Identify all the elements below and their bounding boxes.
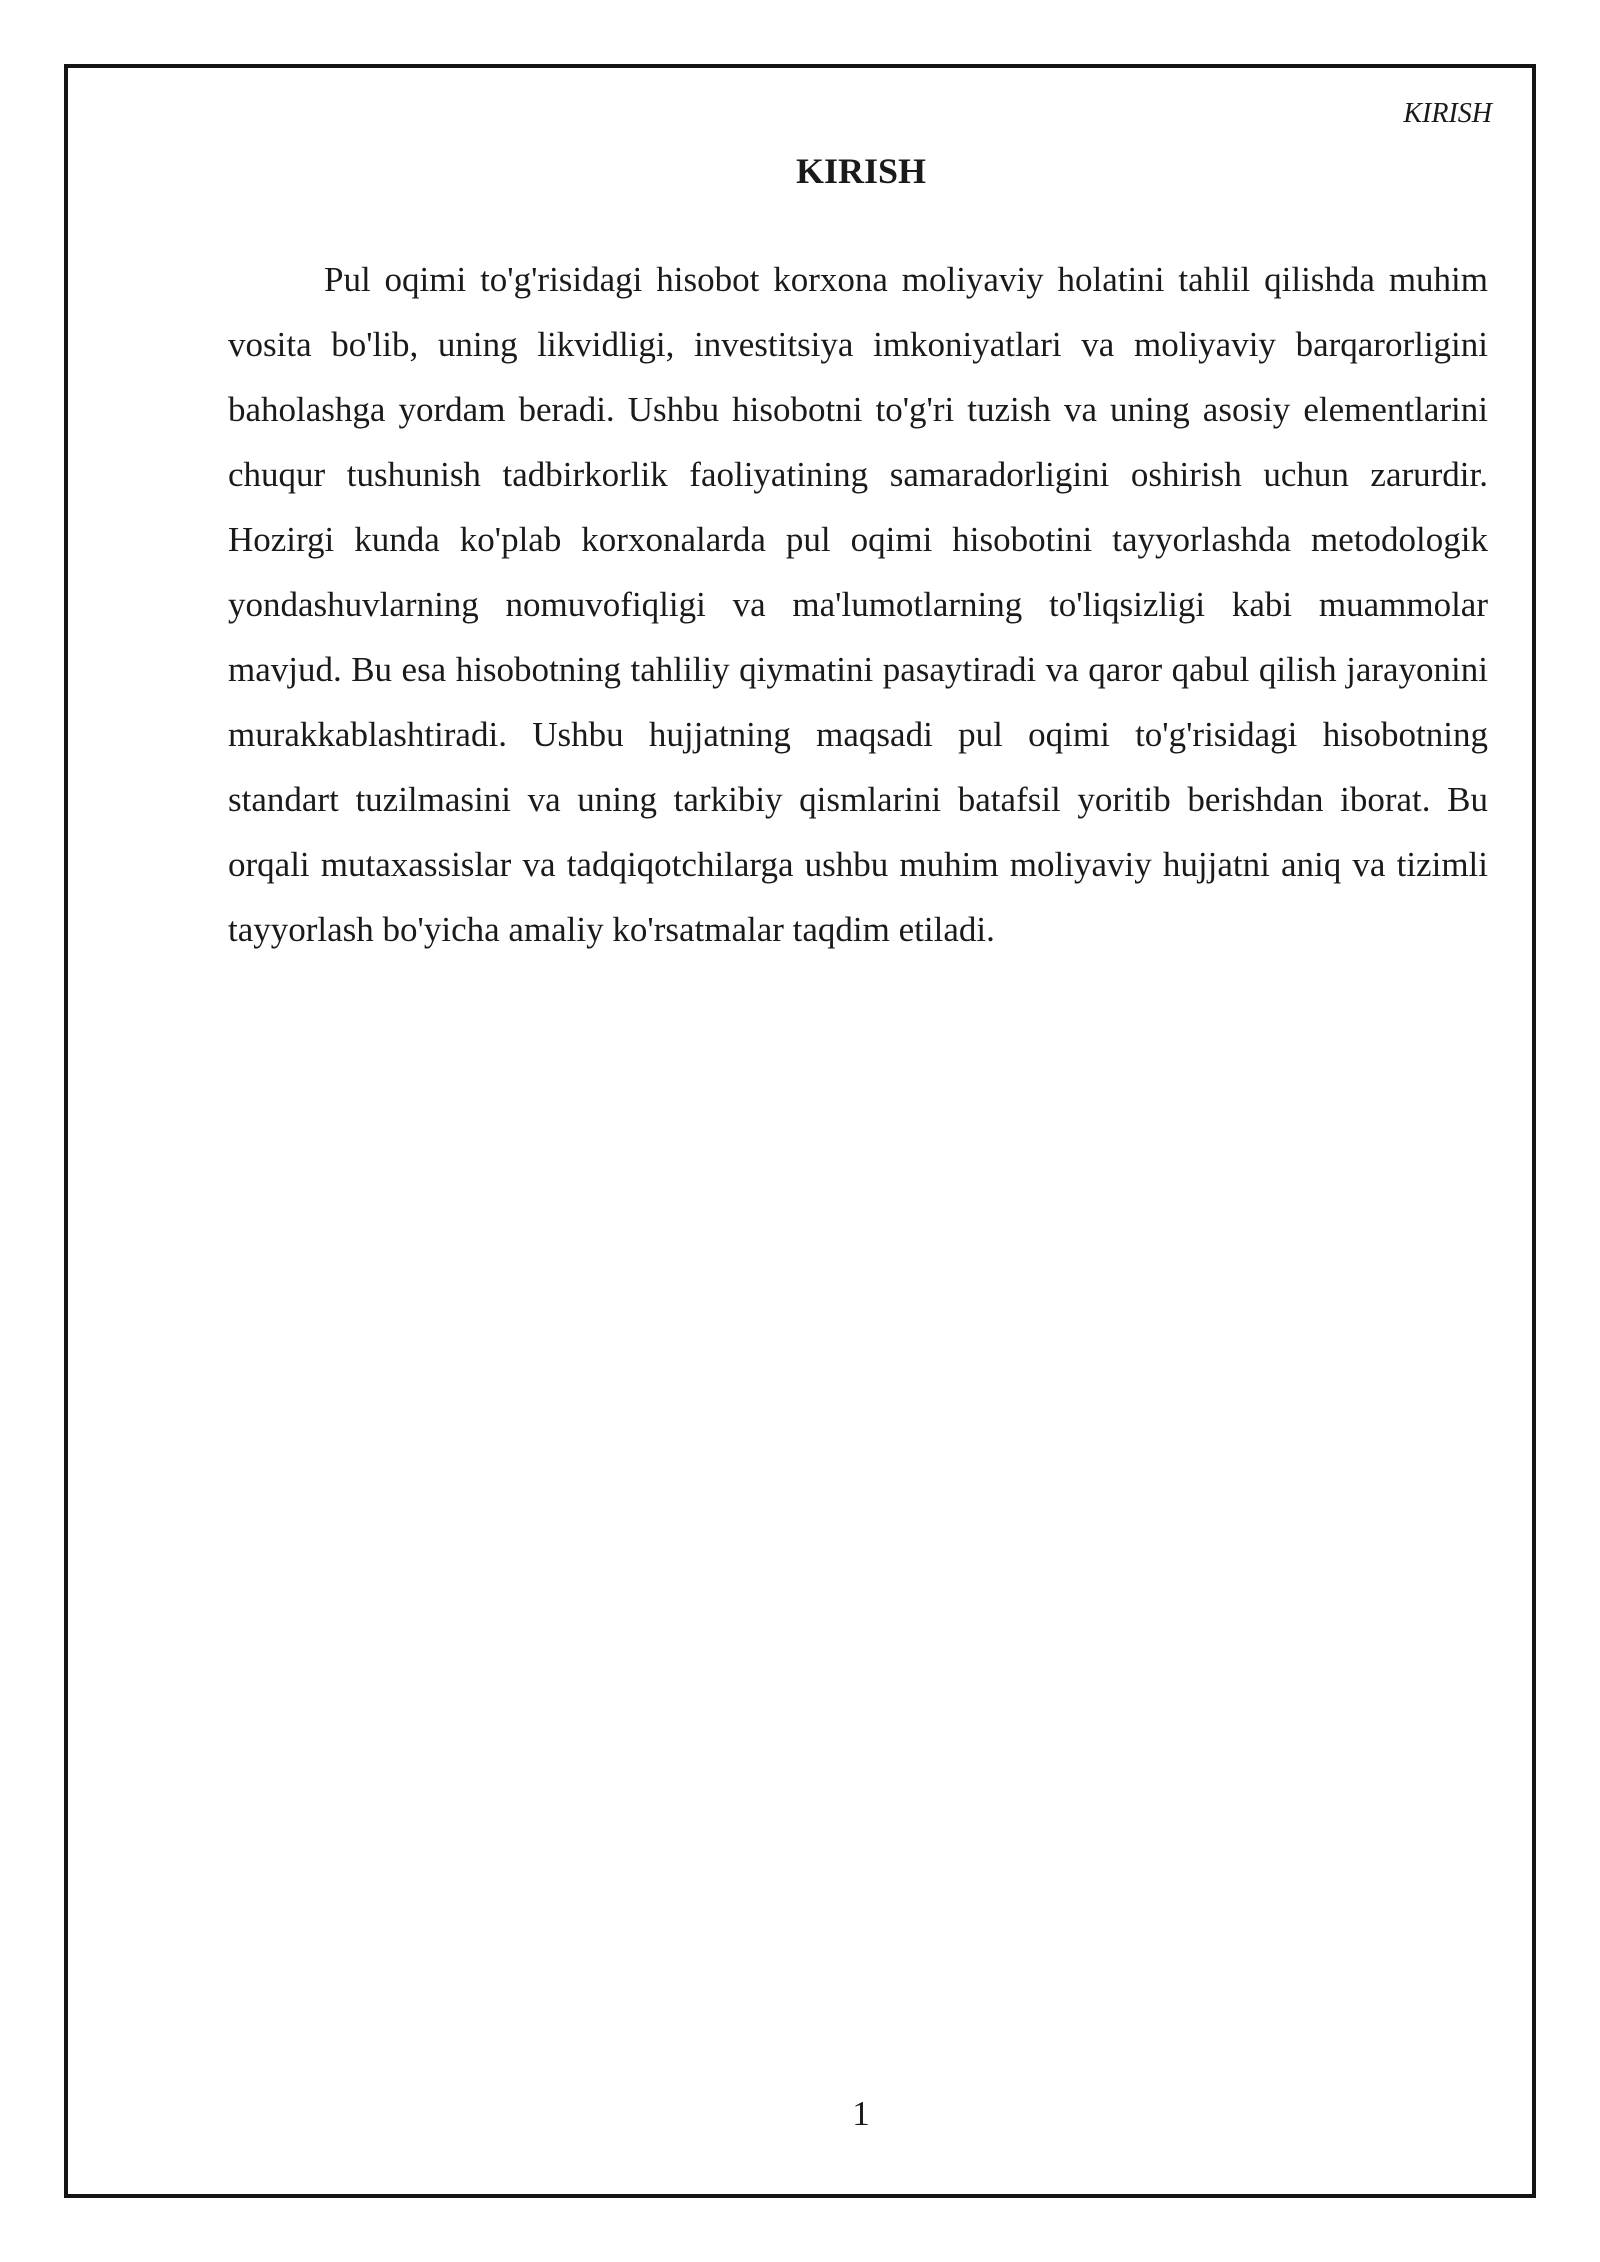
page-number: 1 <box>852 2094 870 2133</box>
running-header: KIRISH <box>1403 98 1492 129</box>
body-paragraph: Pul oqimi to'g'risidagi hisobot korxona moliyaviy holatini tahlil qilishda muhim vosita bo'lib, uning likvidligi, investitsiya imkoniyatlari va moliyaviy barqarorligini baholashga yordam beradi. Ushbu hisobotni to'g'ri tuzish va uning asosiy elementlarini chuqur tushunish tadbirkorlik faoliyatining samaradorligini oshirish uchun zarurdir. Hozirgi kunda ko'plab korxonalarda pul oqimi hisobotini tayyorlashda metodologik yondashuvlarning nomuvofiqligi va ma'lumotlarning to'liqsizligi kabi muammolar mavjud. Bu esa hisobotning tahliliy qiymatini pasaytiradi va qaror qabul qilish jarayonini murakkablashtiradi. Ushbu hujjatning maqsadi pul oqimi to'g'risidagi hisobotning standart tuzilmasini va uning tarkibiy qismlarini batafsil yoritib berishdan iborat. Bu orqali mutaxassislar va tadqiqotchilarga ushbu muhim moliyaviy hujjatni aniq va tizimli tayyorlash bo'yicha amaliy ko'rsatmalar taqdim etiladi. <box>228 260 1488 949</box>
section-title: KIRISH <box>795 151 927 191</box>
